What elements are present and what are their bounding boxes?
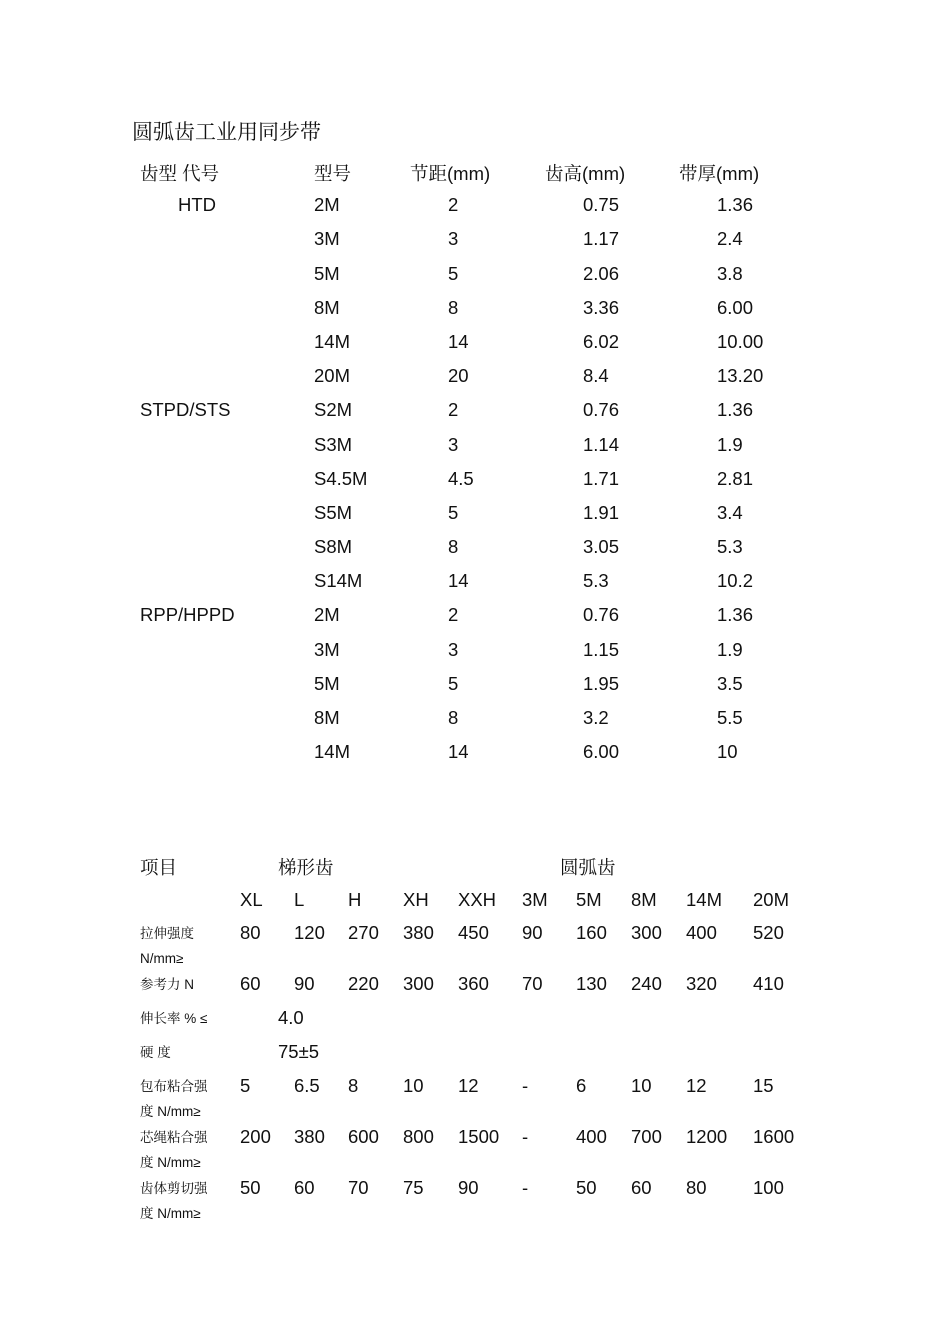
table-cell: 5	[448, 262, 459, 284]
property-value: 6.5	[294, 1075, 320, 1096]
code-cell: 5M	[576, 889, 602, 910]
table-cell: 0.75	[583, 194, 620, 216]
property-value: 410	[753, 973, 784, 994]
header-belt-thickness: 带厚(mm)	[679, 163, 760, 184]
table-cell: 5M	[314, 672, 340, 694]
table-cell: 2	[448, 399, 459, 421]
property-value: 380	[403, 922, 434, 943]
property-value: 380	[294, 1126, 325, 1147]
property-value: 60	[631, 1177, 652, 1198]
code-cell: 14M	[686, 889, 722, 910]
table-cell: 8	[448, 296, 459, 318]
property-value: 70	[348, 1177, 369, 1198]
header-tooth-code: 齿型 代号	[140, 163, 220, 184]
table-cell: 3.8	[717, 262, 743, 284]
property-value: 12	[686, 1075, 707, 1096]
table-cell: 5.3	[717, 536, 743, 558]
table-cell: 2.4	[717, 228, 743, 250]
property-value: 360	[458, 973, 489, 994]
table-cell: 4.5	[448, 467, 474, 489]
property-value: 200	[240, 1126, 271, 1147]
property-value: 50	[240, 1177, 261, 1198]
table-cell: 0.76	[583, 604, 620, 626]
property-value: 6	[576, 1075, 587, 1096]
code-cell: XXH	[458, 889, 497, 910]
table-cell: 6.02	[583, 330, 620, 352]
table-cell: 1.95	[583, 672, 620, 694]
property-value: 300	[403, 973, 434, 994]
table-cell: 2.06	[583, 262, 620, 284]
property-value: 60	[240, 973, 261, 994]
table-cell: S4.5M	[314, 467, 368, 489]
table-cell: 5.5	[717, 707, 743, 728]
table-cell: 5	[448, 501, 459, 523]
property-value: 15	[753, 1075, 774, 1096]
code-cell: 8M	[631, 889, 657, 910]
table-cell: 8M	[314, 707, 340, 728]
code-cell: XL	[240, 889, 263, 910]
table-cell: 3.4	[717, 501, 743, 523]
property-label: 芯绳粘合强度 N/mm≥	[140, 1130, 208, 1170]
table-cell: S3M	[314, 433, 353, 455]
table-cell: STPD/STS	[140, 399, 231, 421]
property-value: 400	[686, 922, 717, 943]
table-cell: 1.17	[583, 228, 620, 250]
table-cell: 3.05	[583, 536, 620, 558]
table-cell: 2M	[314, 194, 340, 216]
table-cell: 1.36	[717, 604, 754, 626]
table-cell: 1.36	[717, 194, 754, 216]
table-cell: 1.9	[717, 638, 743, 660]
table-cell: 3	[448, 638, 459, 660]
table-cell: 10.2	[717, 570, 754, 592]
table-cell: 10	[717, 741, 738, 763]
table-cell: 8M	[314, 296, 340, 318]
table-cell: 8.4	[583, 365, 609, 387]
table-cell: 5	[448, 672, 459, 694]
property-value: 520	[753, 922, 784, 943]
property-value: 160	[576, 922, 607, 943]
table-cell: 14	[448, 570, 469, 592]
property-value: 12	[458, 1075, 479, 1096]
table-cell: 2	[448, 604, 459, 626]
code-cell: XH	[403, 889, 429, 910]
property-value: 320	[686, 973, 717, 994]
property-value: 80	[686, 1177, 707, 1198]
property-value: 130	[576, 973, 607, 994]
code-cell: H	[348, 889, 362, 910]
property-value: 400	[576, 1126, 607, 1147]
table-cell: 3M	[314, 638, 340, 660]
header-model: 型号	[314, 163, 352, 184]
property-value: 90	[458, 1177, 479, 1198]
table-cell: 14	[448, 330, 469, 352]
property-value: -	[522, 1075, 529, 1096]
table-cell: 3.36	[583, 296, 620, 318]
property-label: 齿体剪切强度 N/mm≥	[140, 1181, 208, 1221]
group-trapezoid-label: 梯形齿	[278, 857, 334, 878]
property-value: 8	[348, 1075, 359, 1096]
table-cell: 1.36	[717, 399, 754, 421]
property-value: 90	[294, 973, 315, 994]
property-value: 100	[753, 1177, 784, 1198]
property-value: 450	[458, 922, 489, 943]
property-value: 1500	[458, 1126, 500, 1147]
table-cell: 20	[448, 365, 469, 387]
property-label: 参考力 N	[140, 977, 194, 992]
table-cell: 10.00	[717, 330, 764, 352]
table-cell: 13.20	[717, 365, 764, 387]
code-cell: L	[294, 889, 305, 910]
table-cell: 5M	[314, 262, 340, 284]
property-value: 75±5	[278, 1041, 320, 1062]
property-value: 10	[403, 1075, 424, 1096]
property-value: 1600	[753, 1126, 795, 1147]
table-cell: 2M	[314, 604, 340, 626]
property-label: 拉伸强度 N/mm≥	[140, 926, 194, 966]
table-cell: 2	[448, 194, 459, 216]
property-value: 220	[348, 973, 379, 994]
property-value: 5	[240, 1075, 251, 1096]
table-cell: S2M	[314, 399, 353, 421]
property-label: 包布粘合强度 N/mm≥	[140, 1079, 208, 1119]
table-cell: S5M	[314, 501, 353, 523]
property-value: 700	[631, 1126, 662, 1147]
table-cell: 3.2	[583, 707, 609, 728]
table-cell: 8	[448, 536, 459, 558]
table-cell: 3.5	[717, 672, 743, 694]
table-cell: 2.81	[717, 467, 754, 489]
property-value: 270	[348, 922, 379, 943]
header-pitch: 节距(mm)	[410, 163, 491, 184]
table-cell: 3M	[314, 228, 340, 250]
table-cell: 14	[448, 741, 469, 763]
table-cell: 3	[448, 228, 459, 250]
property-value: 120	[294, 922, 325, 943]
property-value: 75	[403, 1177, 424, 1198]
property-value: -	[522, 1177, 529, 1198]
table-cell: HTD	[178, 194, 217, 216]
table-cell: 1.91	[583, 501, 620, 523]
property-value: 300	[631, 922, 662, 943]
document-title: 圆弧齿工业用同步带	[132, 121, 321, 144]
table-cell: S8M	[314, 536, 353, 558]
table-cell: 5.3	[583, 570, 609, 592]
table-cell: S14M	[314, 570, 363, 592]
header-tooth-height: 齿高(mm)	[545, 163, 626, 184]
item-label: 项目	[140, 857, 178, 878]
table-cell: 14M	[314, 330, 350, 352]
property-label: 硬 度	[140, 1045, 171, 1060]
code-cell: 20M	[753, 889, 789, 910]
property-value: 70	[522, 973, 543, 994]
property-value: 50	[576, 1177, 597, 1198]
property-value: 800	[403, 1126, 434, 1147]
table-cell: 1.9	[717, 433, 743, 455]
table-cell: RPP/HPPD	[140, 604, 235, 626]
property-value: 240	[631, 973, 662, 994]
property-value: -	[522, 1126, 529, 1147]
table-cell: 0.76	[583, 399, 620, 421]
table-cell: 3	[448, 433, 459, 455]
property-label: 伸长率 % ≤	[140, 1011, 208, 1026]
property-value: 1200	[686, 1126, 728, 1147]
property-value: 90	[522, 922, 543, 943]
table-cell: 1.15	[583, 638, 620, 660]
group-arc-label: 圆弧齿	[560, 857, 616, 878]
table-cell: 1.14	[583, 433, 620, 455]
table-cell: 6.00	[717, 296, 754, 318]
table-cell: 6.00	[583, 741, 620, 763]
property-value: 10	[631, 1075, 652, 1096]
code-cell: 3M	[522, 889, 548, 910]
property-value: 600	[348, 1126, 379, 1147]
property-value: 60	[294, 1177, 315, 1198]
property-value: 4.0	[278, 1007, 304, 1028]
table-cell: 1.71	[583, 467, 620, 489]
property-value: 80	[240, 922, 261, 943]
table-cell: 20M	[314, 365, 350, 387]
table-cell: 8	[448, 707, 459, 728]
table-cell: 14M	[314, 741, 350, 763]
